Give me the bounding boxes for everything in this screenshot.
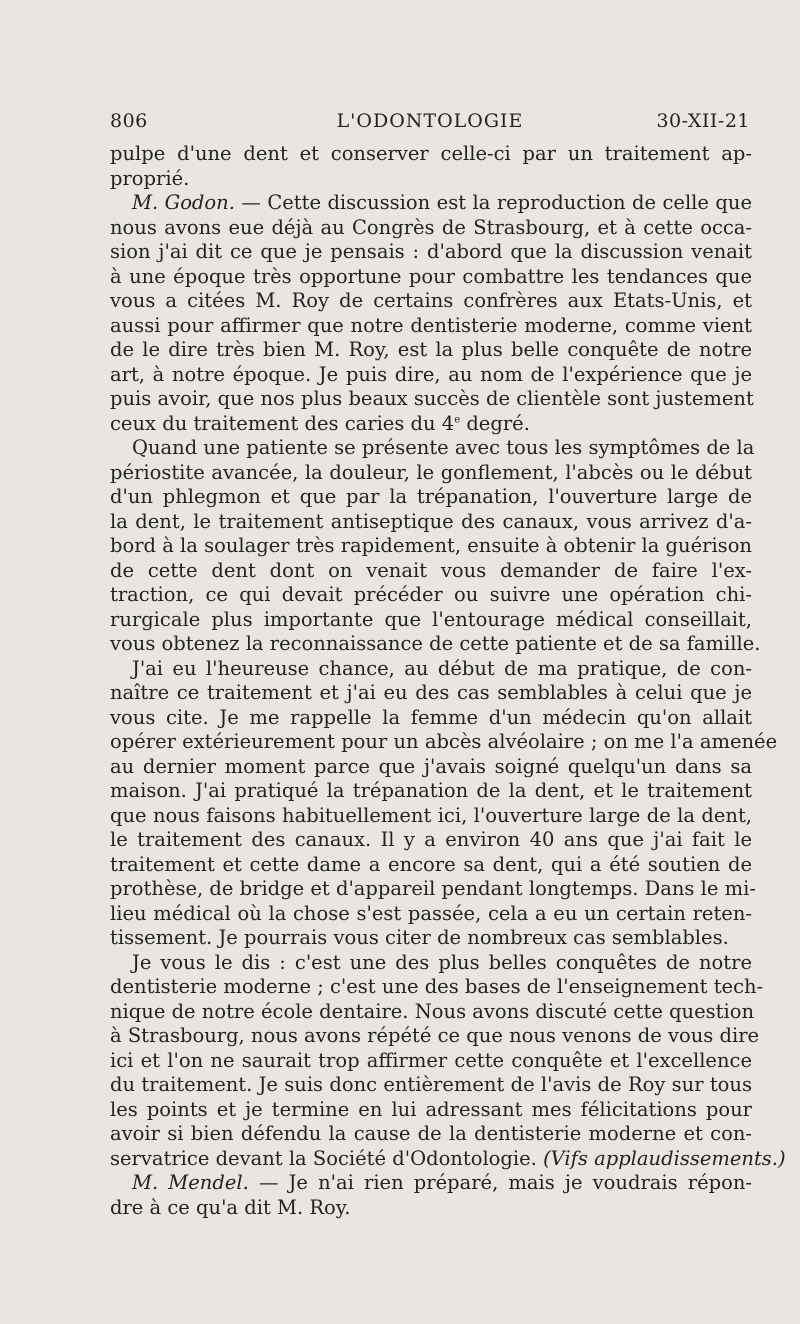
text-line <box>110 289 752 314</box>
text-line <box>110 216 752 241</box>
line-text: bord à la soulager très rapidement, ensuite à obtenir la guérison <box>110 534 752 557</box>
text-line <box>110 804 752 829</box>
text-line <box>110 706 752 731</box>
applause-note: (Vifs applaudissements.) <box>543 1146 786 1170</box>
line-text: art, à notre époque. Je puis dire, au nom de l'expérience que je <box>110 362 752 386</box>
text-line <box>110 681 752 706</box>
line-text: périostite avancée, la douleur, le gonflement, l'abcès ou le début <box>110 460 752 484</box>
line-text: aussi pour affirmer que notre dentisterie moderne, comme vient <box>110 313 752 337</box>
line-text: à Strasbourg, nous avons répété ce que nous venons de vous dire <box>110 1024 760 1047</box>
line-text: — Je n'ai rien préparé, mais je voudrais répon- <box>248 1171 752 1194</box>
line-text: lieu médical où la chose s'est passée, cela a eu un certain reten- <box>110 901 752 925</box>
line-text: traitement et cette dame a encore sa dent, qui a été soutien de <box>110 852 752 876</box>
line-text: naître ce traitement et j'ai eu des cas semblables à celui que je <box>110 681 752 704</box>
text-line <box>110 142 752 167</box>
speaker-name: M. Mendel. <box>132 1171 249 1194</box>
text-line <box>110 191 752 216</box>
line-text: Je vous le dis : c'est une des plus belles conquêtes de notre <box>132 950 752 974</box>
line-text: sion j'ai dit ce que je pensais : d'abord que la discussion venait <box>110 240 752 263</box>
body-text <box>110 142 786 1220</box>
line-text: opérer extérieurement pour un abcès alvéolaire ; on me l'a amenée <box>110 730 778 753</box>
line-text: vous obtenez la reconnaissance de cette patiente et de sa famille. <box>110 632 761 655</box>
line-text: à une époque très opportune pour combattre les tendances que <box>110 264 752 288</box>
text-line <box>110 951 752 976</box>
text-line <box>110 338 752 363</box>
line-text: traction, ce qui devait précéder ou suivre une opération chi- <box>110 583 752 606</box>
line-text: ceux du traitement des caries du 4 <box>110 411 455 435</box>
paragraph <box>110 950 786 1172</box>
line-text-tail: degré. <box>460 411 530 435</box>
text-line <box>110 583 752 608</box>
line-text: le traitement des canaux. Il y a environ 40 ans que j'ai fait le <box>110 828 752 851</box>
line-text: de le dire très bien M. Roy, est la plus belle conquête de notre <box>110 338 752 361</box>
line-text: tissement. Je pourrais vous citer de nombreux cas semblables. <box>110 926 729 949</box>
text-line <box>110 853 752 878</box>
text-line <box>110 461 752 486</box>
line-text: puis avoir, que nos plus beaux succès de clientèle sont justement <box>110 387 754 410</box>
line-text: vous a citées M. Roy de certains confrères aux Etats-Unis, et <box>110 289 752 312</box>
text-line <box>110 779 752 804</box>
line-text: — Cette discussion est la reproduction de celle que <box>234 191 752 214</box>
line-text: au dernier moment parce que j'avais soigné quelqu'un dans sa <box>110 754 752 778</box>
line-text: dre à ce qu'a dit M. Roy. <box>110 1195 351 1219</box>
line-text: prothèse, de bridge et d'appareil pendant longtemps. Dans le mi- <box>110 877 756 900</box>
text-line <box>110 999 755 1025</box>
line-text: nous avons eue déjà au Congrès de Strasbourg, et à cette occa- <box>110 215 752 239</box>
text-line <box>110 485 752 510</box>
text-line <box>110 1171 752 1196</box>
line-text: maison. J'ai pratiqué la trépanation de la dent, et le traitement <box>110 779 752 802</box>
line-text: d'un phlegmon et que par la trépanation, l'ouverture large de <box>110 485 752 508</box>
text-line <box>110 828 752 853</box>
text-line <box>110 1073 752 1098</box>
line-text: pulpe d'une dent et conserver celle-ci par un traitement ap- <box>110 142 752 165</box>
text-line <box>110 1146 786 1172</box>
text-line <box>110 926 752 951</box>
issue-date: 30-XII-21 <box>656 110 750 132</box>
line-text: nique de notre école dentaire. Nous avons discuté cette question <box>110 999 755 1023</box>
running-header <box>110 110 750 138</box>
line-text: la dent, le traitement antiseptique des canaux, vous arrivez d'a- <box>110 509 752 533</box>
paragraph <box>110 191 752 436</box>
text-line <box>110 363 752 388</box>
text-line <box>110 730 778 755</box>
line-text: avoir si bien défendu la cause de la dentisterie moderne et con- <box>110 1122 752 1145</box>
text-line <box>110 1098 752 1123</box>
paragraph <box>110 656 778 951</box>
superscript: e <box>454 414 461 425</box>
text-line <box>110 1122 752 1147</box>
text-line <box>110 608 752 633</box>
paragraph <box>110 436 761 657</box>
line-text: les points et je termine en lui adressant mes félicitations pour <box>110 1097 752 1121</box>
text-line <box>110 314 752 339</box>
text-line <box>110 265 752 290</box>
text-line <box>110 534 752 559</box>
paragraph <box>110 142 752 191</box>
text-line <box>110 387 752 412</box>
line-text: de cette dent dont on venait vous demander de faire l'ex- <box>110 558 752 582</box>
text-line <box>110 436 755 461</box>
text-line <box>110 902 752 927</box>
text-line <box>110 657 752 682</box>
text-line <box>110 167 752 192</box>
line-text: servatrice devant la Société d'Odontologie. <box>110 1146 544 1170</box>
line-text: rurgicale plus importante que l'entourage médical conseillait, <box>110 607 752 631</box>
line-text: dentisterie moderne ; c'est une des bases de l'enseignement tech- <box>110 975 764 998</box>
paragraph <box>110 1171 752 1220</box>
text-line <box>110 559 752 584</box>
line-text: Quand une patiente se présente avec tous les symptômes de la <box>132 436 755 459</box>
text-line <box>110 510 752 535</box>
text-line <box>110 1196 752 1221</box>
text-line <box>110 975 764 1000</box>
page-number: 806 <box>110 110 148 132</box>
line-text: J'ai eu l'heureuse chance, au début de ma pratique, de con- <box>132 656 752 680</box>
text-line <box>110 877 756 902</box>
line-text: que nous faisons habituellement ici, l'ouverture large de la dent, <box>110 803 752 827</box>
text-line <box>110 240 752 265</box>
text-line <box>110 1049 752 1074</box>
text-line <box>110 755 752 780</box>
line-text: ici et l'on ne saurait trop affirmer cette conquête et l'excellence <box>110 1048 752 1072</box>
journal-title: L'ODONTOLOGIE <box>336 110 524 132</box>
text-line <box>110 1024 760 1049</box>
line-text: du traitement. Je suis donc entièrement de l'avis de Roy sur tous <box>110 1073 752 1096</box>
text-line <box>110 412 752 437</box>
line-text: proprié. <box>110 166 190 190</box>
text-line <box>110 632 761 657</box>
speaker-name: M. Godon. <box>132 191 235 214</box>
line-text: vous cite. Je me rappelle la femme d'un médecin qu'on allait <box>110 705 752 729</box>
